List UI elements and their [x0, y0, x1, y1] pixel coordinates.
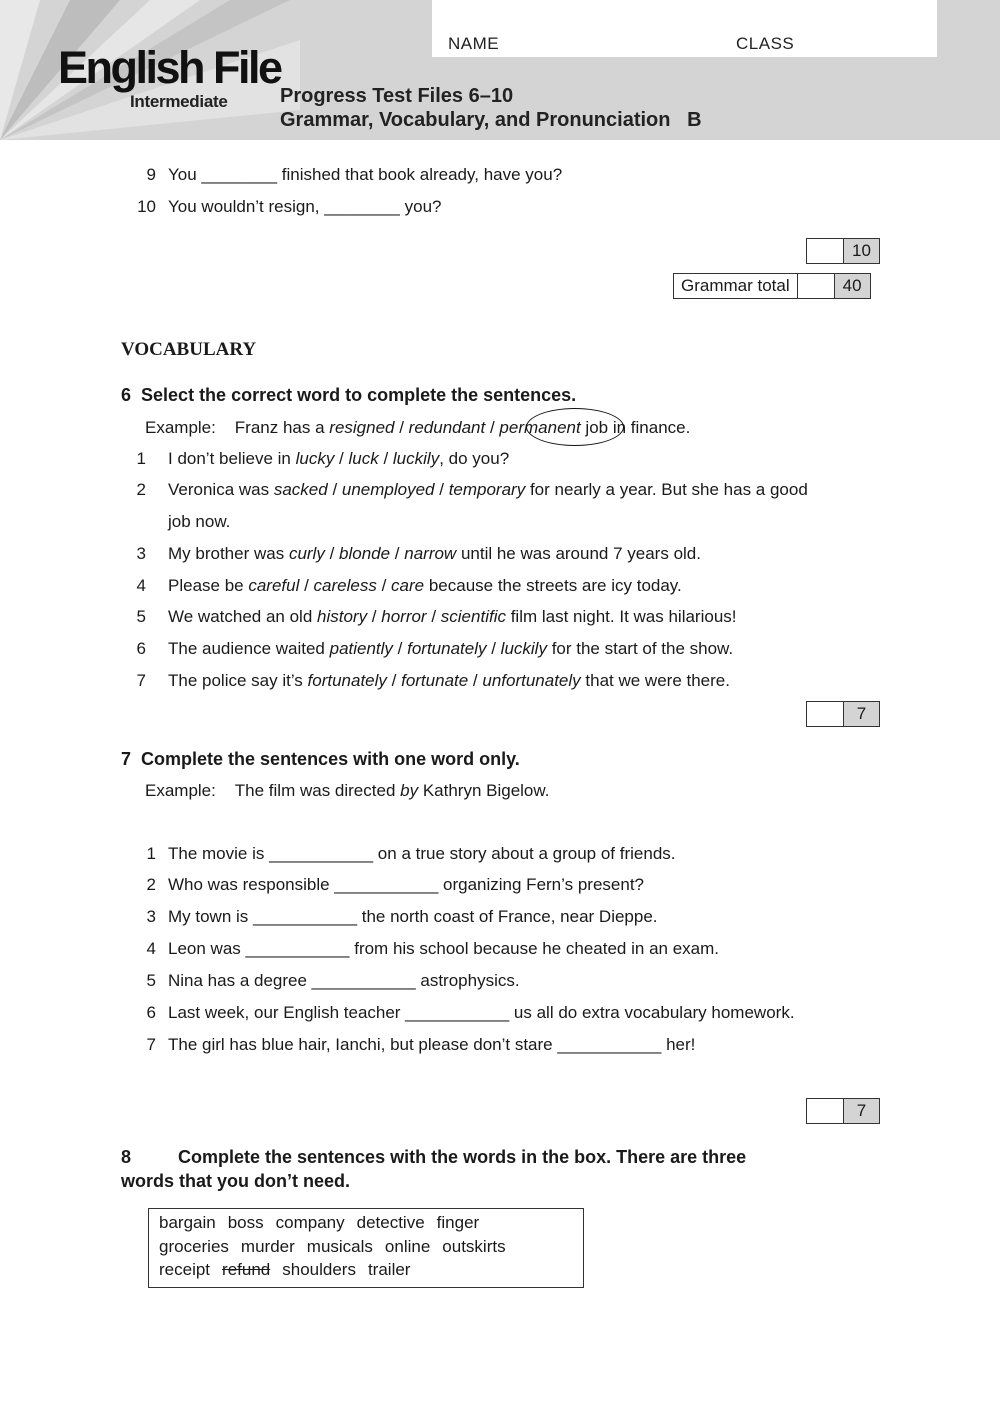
score-box: [806, 701, 880, 727]
ex7-item: The movie is ___________ on a true story about a group of friends.: [168, 844, 676, 863]
option-separator: /: [485, 418, 500, 437]
sentence-part: We watched an old: [168, 607, 317, 626]
option[interactable]: luckily: [500, 639, 547, 658]
sentence-part: for nearly a year. But she has a good: [525, 480, 808, 499]
option-selected: permanent: [499, 418, 581, 437]
option-separator: /: [376, 576, 392, 595]
score-max: 7: [844, 702, 879, 726]
grammar-item-10: You wouldn’t resign, ________ you?: [168, 197, 442, 216]
option[interactable]: fortunately: [407, 639, 487, 658]
option[interactable]: sacked: [273, 480, 328, 499]
option[interactable]: scientific: [440, 607, 506, 626]
word: boss: [227, 1213, 264, 1232]
ex7-item: Leon was ___________ from his school because he cheated in an exam.: [168, 939, 719, 958]
option-separator: /: [392, 639, 408, 658]
option[interactable]: luckily: [392, 449, 440, 468]
option[interactable]: careless: [313, 576, 377, 595]
name-label: NAME: [448, 34, 500, 53]
sentence-part: The police say it’s: [168, 671, 308, 690]
word: shoulders: [282, 1260, 356, 1279]
item-number: 5: [146, 971, 156, 990]
ex7-item: Last week, our English teacher ___________ us all do extra vocabulary homework.: [168, 1003, 795, 1022]
option[interactable]: fortunately: [307, 671, 387, 690]
option[interactable]: blonde: [339, 544, 391, 563]
ex7-item: Nina has a degree ___________ astrophysics.: [168, 971, 520, 990]
word: receipt: [159, 1260, 211, 1279]
word: finger: [436, 1213, 480, 1232]
option: resigned: [329, 418, 395, 437]
example-post: Kathryn Bigelow.: [418, 781, 550, 800]
item-number: 7: [136, 671, 146, 690]
option-separator: /: [327, 480, 342, 499]
exercise-number: 6: [121, 385, 132, 405]
score-input[interactable]: [807, 239, 844, 263]
sentence-part: I don’t believe in: [168, 449, 296, 468]
grammar-total-box: [673, 273, 871, 299]
option[interactable]: careful: [248, 576, 300, 595]
logo-english-file: English File: [58, 42, 281, 93]
grammar-item-9: You ________ finished that book already, have you?: [168, 165, 563, 184]
grammar-total-label: Grammar total: [674, 274, 798, 298]
exercise-instruction: Complete the sentences with the words in the box. There are three: [178, 1147, 747, 1167]
example-line: [145, 781, 549, 801]
option[interactable]: care: [391, 576, 425, 595]
option[interactable]: patiently: [329, 639, 393, 658]
score-max: 7: [844, 1099, 879, 1123]
option[interactable]: unfortunately: [482, 671, 581, 690]
option-separator: /: [378, 449, 393, 468]
test-title: [280, 84, 702, 132]
sentence-part: Please be: [168, 576, 249, 595]
sentence-part: My brother was: [168, 544, 289, 563]
word: company: [275, 1213, 345, 1232]
exercise-6-heading: [121, 385, 576, 406]
ex7-item: Who was responsible ___________ organizing Fern’s present?: [168, 875, 644, 894]
item-number: 3: [136, 544, 146, 563]
item-number: 6: [136, 639, 146, 658]
word-row: [159, 1213, 491, 1233]
exercise-instruction: Complete the sentences with one word only.: [141, 749, 520, 769]
example-answer: by: [400, 781, 419, 800]
exercise-7-heading: [121, 749, 520, 770]
exercise-8-heading: [121, 1147, 746, 1168]
example-pre: The film was directed: [234, 781, 401, 800]
option-separator: /: [386, 671, 402, 690]
exercise-8-heading-cont: words that you don’t need.: [121, 1171, 350, 1191]
option[interactable]: temporary: [448, 480, 526, 499]
option[interactable]: unemployed: [341, 480, 435, 499]
ex6-item: [168, 480, 808, 500]
option: redundant: [408, 418, 486, 437]
ex6-item: [168, 671, 730, 691]
word-row: [159, 1260, 422, 1280]
grammar-total-input[interactable]: [798, 274, 835, 298]
sentence-part: Veronica was: [168, 480, 274, 499]
item-number: 4: [136, 576, 146, 595]
score-input[interactable]: [807, 702, 844, 726]
logo-subtitle: Intermediate: [130, 92, 228, 111]
word-row: [159, 1237, 518, 1257]
option-separator: /: [486, 639, 501, 658]
option-separator: /: [390, 544, 405, 563]
option[interactable]: curly: [288, 544, 325, 563]
word: bargain: [159, 1213, 216, 1232]
item-number: 7: [146, 1035, 156, 1054]
option-separator: /: [324, 544, 340, 563]
option[interactable]: fortunate: [401, 671, 469, 690]
item-number: 6: [146, 1003, 156, 1022]
option[interactable]: horror: [381, 607, 427, 626]
ex6-item: [168, 576, 682, 596]
option-separator: /: [367, 607, 382, 626]
sentence-part: , do you?: [439, 449, 510, 468]
test-title-line2: Grammar, Vocabulary, and Pronunciation B: [280, 109, 702, 131]
ex7-item: My town is ___________ the north coast of France, near Dieppe.: [168, 907, 658, 926]
grammar-total-max: 40: [835, 274, 870, 298]
option-separator: /: [334, 449, 349, 468]
test-title-line1: Progress Test Files 6–10: [280, 85, 514, 107]
sentence-part: because the streets are icy today.: [424, 576, 682, 595]
exercise-number: 7: [121, 749, 132, 769]
option[interactable]: lucky: [295, 449, 335, 468]
exercise-number: 8: [121, 1147, 132, 1167]
example-label: Example:: [145, 781, 216, 800]
option-separator: /: [468, 671, 483, 690]
score-box: [806, 1098, 880, 1124]
word-box: [148, 1208, 584, 1288]
option-separator: /: [426, 607, 441, 626]
word: murder: [240, 1237, 295, 1256]
item-2-continued: job now.: [168, 512, 231, 531]
ex6-item: [168, 607, 737, 627]
score-input[interactable]: [807, 1099, 844, 1123]
option[interactable]: narrow: [404, 544, 457, 563]
example-label: Example:: [145, 418, 216, 437]
item-number: 4: [146, 939, 156, 958]
item-number: 10: [137, 197, 156, 216]
option-separator: /: [394, 418, 409, 437]
word: detective: [356, 1213, 425, 1232]
ex6-item: [168, 449, 509, 469]
word-struck: refund: [222, 1260, 271, 1279]
item-number: 1: [136, 449, 146, 468]
word: outskirts: [442, 1237, 506, 1256]
option-separator: /: [299, 576, 314, 595]
option-separator: /: [434, 480, 449, 499]
section-title: VOCABULARY: [121, 339, 257, 360]
item-number: 2: [146, 875, 156, 894]
name-class-box: [432, 0, 937, 57]
word: groceries: [159, 1237, 229, 1256]
word: online: [384, 1237, 431, 1256]
example-post: job in finance.: [580, 418, 691, 437]
exercise-instruction: Select the correct word to complete the sentences.: [141, 385, 577, 405]
word: musicals: [306, 1237, 373, 1256]
score-box: [806, 238, 880, 264]
item-number: 9: [146, 165, 156, 184]
sentence-part: until he was around 7 years old.: [456, 544, 701, 563]
ex7-item: The girl has blue hair, Ianchi, but please don’t stare ___________ her!: [168, 1035, 696, 1054]
item-number: 5: [136, 607, 146, 626]
ex6-item: [168, 544, 701, 564]
score-max: 10: [844, 239, 879, 263]
item-number: 3: [146, 907, 156, 926]
option[interactable]: luck: [348, 449, 379, 468]
sentence-part: film last night. It was hilarious!: [505, 607, 737, 626]
item-number: 2: [136, 480, 146, 499]
sentence-part: for the start of the show.: [546, 639, 734, 658]
option[interactable]: history: [317, 607, 368, 626]
sentence-part: The audience waited: [168, 639, 330, 658]
word: trailer: [367, 1260, 411, 1279]
ex6-item: [168, 639, 733, 659]
answer-circle-icon: [526, 408, 624, 446]
item-number: 1: [146, 844, 156, 863]
class-label: CLASS: [736, 34, 795, 53]
sentence-part: that we were there.: [580, 671, 730, 690]
example-pre: Franz has a: [234, 418, 330, 437]
